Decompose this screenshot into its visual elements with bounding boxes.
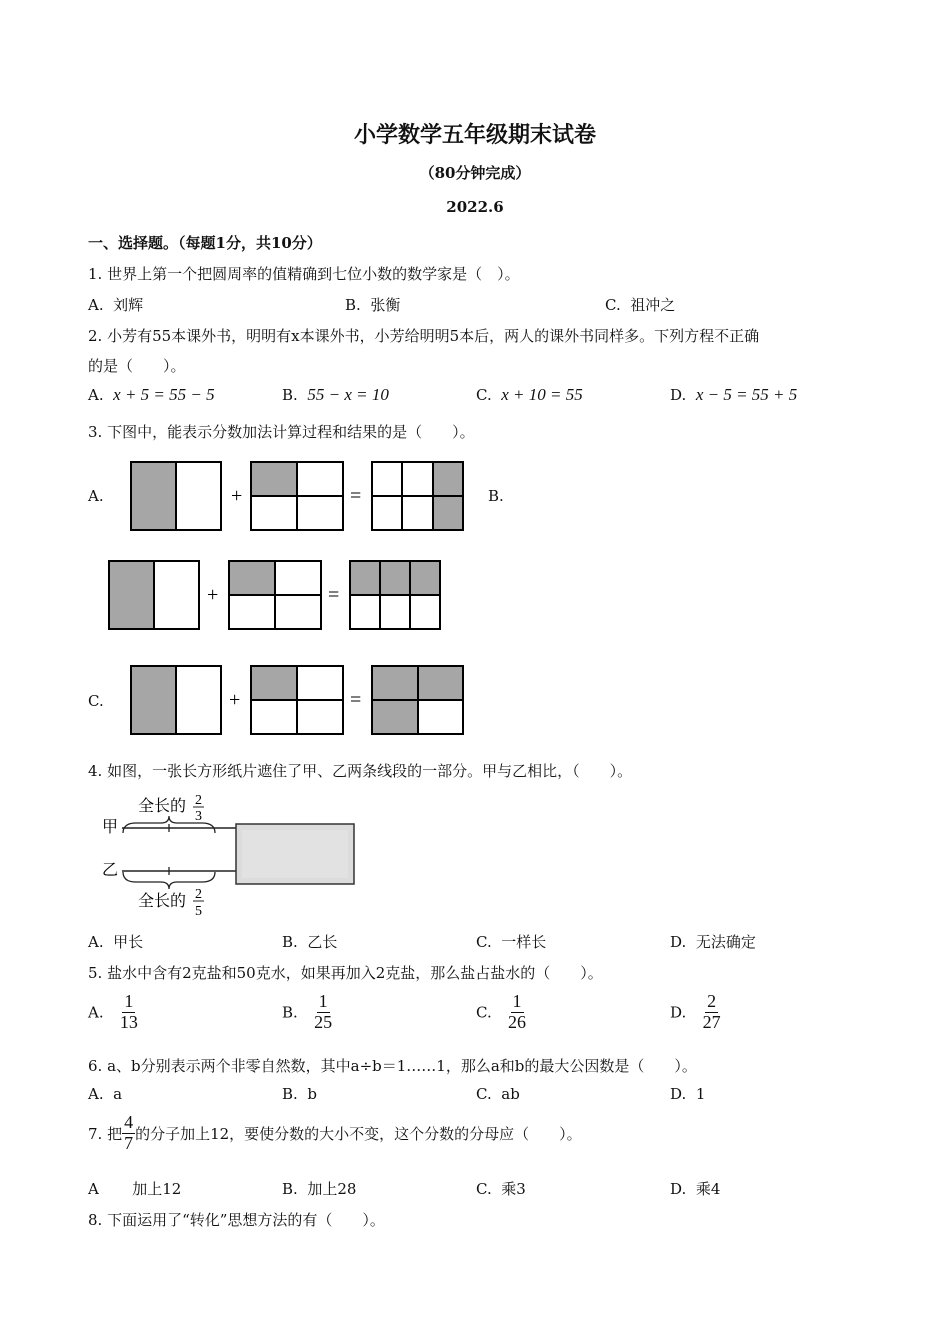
q4-option-d: D. 无法确定 bbox=[670, 933, 756, 951]
question-2-line2: 的是（ ）。 bbox=[88, 357, 186, 375]
jia-label: 甲 bbox=[102, 819, 119, 836]
question-5: 5. 盐水中含有2克盐和50克水，如果再加入2克盐，那么盐占盐水的（ ）。 bbox=[88, 964, 603, 982]
q3-label-b: B. bbox=[488, 487, 504, 505]
page-title: 小学数学五年级期末试卷 bbox=[353, 122, 596, 148]
question-2-line1: 2. 小芳有55本课外书，明明有x本课外书，小芳给明明5本后，两人的课外书同样多。下列方程不正确 bbox=[88, 327, 760, 345]
q5-option-c: C. $\frac{1}{26}$ bbox=[476, 991, 527, 1032]
q5-option-b: B. $\frac{1}{25}$ bbox=[282, 991, 333, 1032]
equals-sign: = bbox=[350, 689, 362, 711]
q3-figure-b bbox=[106, 558, 446, 632]
q4-figure bbox=[96, 788, 366, 923]
q7-option-c: C. 乘3 bbox=[476, 1180, 526, 1198]
q3-label-c: C. bbox=[88, 692, 104, 710]
q2-option-c: C. x + 10 = 55 bbox=[476, 385, 583, 404]
q4-option-a: A. 甲长 bbox=[88, 933, 144, 951]
equals-sign: = bbox=[350, 485, 362, 507]
q6-option-b: B. b bbox=[282, 1085, 317, 1103]
yi-fraction-den: 5 bbox=[195, 904, 202, 919]
q6-option-a: A. a bbox=[88, 1085, 123, 1103]
jia-fraction-den: 3 bbox=[195, 809, 202, 824]
q7-option-b: B. 加上28 bbox=[282, 1180, 357, 1198]
q2-option-a: A. x + 5 = 55 − 5 bbox=[88, 385, 215, 404]
q7-option-a: A 加上12 bbox=[88, 1180, 182, 1198]
yi-label: 乙 bbox=[102, 862, 119, 879]
q6-option-d: D. 1 bbox=[670, 1085, 706, 1103]
q6-option-c: C. ab bbox=[476, 1085, 520, 1103]
q3-figure-a bbox=[128, 460, 468, 534]
q2-option-d: D. x − 5 = 55 + 5 bbox=[670, 385, 798, 404]
plus-sign: + bbox=[207, 584, 219, 606]
jia-fraction-label: 全长的 bbox=[138, 798, 187, 815]
equals-sign: = bbox=[328, 584, 340, 606]
q3-figure-c bbox=[128, 663, 468, 739]
q1-option-a: A. 刘辉 bbox=[88, 296, 144, 314]
q1-option-c: C. 祖冲之 bbox=[605, 296, 676, 314]
question-8: 8. 下面运用了“转化”思想方法的有（ ）。 bbox=[88, 1211, 385, 1229]
yi-fraction-label: 全长的 bbox=[138, 893, 187, 910]
q7-option-d: D. 乘4 bbox=[670, 1180, 721, 1198]
section-heading: 一、选择题。（每题1分，共10分） bbox=[88, 234, 322, 252]
question-3: 3. 下图中，能表示分数加法计算过程和结果的是（ ）。 bbox=[88, 423, 475, 441]
q1-option-b: B. 张衡 bbox=[345, 296, 401, 314]
plus-sign: + bbox=[229, 689, 241, 711]
question-7: 7. 把 $\frac{4}{7}$ 的分子加上12，要使分数的大小不变，这个分数的分母应（ ）。 bbox=[88, 1112, 582, 1153]
yi-fraction-num: 2 bbox=[195, 887, 202, 902]
q4-option-b: B. 乙长 bbox=[282, 933, 338, 951]
question-1: 1. 世界上第一个把圆周率的值精确到七位小数的数学家是（ ）。 bbox=[88, 265, 520, 283]
q5-option-d: D. $\frac{2}{27}$ bbox=[670, 991, 721, 1032]
q5-option-a: A. $\frac{1}{13}$ bbox=[88, 991, 138, 1032]
jia-fraction-num: 2 bbox=[195, 793, 202, 808]
q4-option-c: C. 一样长 bbox=[476, 933, 547, 951]
question-6: 6. a、b分别表示两个非零自然数，其中a÷b＝1……1，那么a和b的最大公因数是（ ）。 bbox=[88, 1057, 697, 1075]
q3-label-a: A. bbox=[88, 487, 104, 505]
plus-sign: + bbox=[231, 485, 243, 507]
exam-date: 2022.6 bbox=[446, 198, 504, 216]
page-subtitle: （80分钟完成） bbox=[419, 164, 531, 182]
question-4: 4. 如图，一张长方形纸片遮住了甲、乙两条线段的一部分。甲与乙相比，（ ）。 bbox=[88, 762, 633, 780]
q2-option-b: B. 55 − x = 10 bbox=[282, 385, 389, 404]
